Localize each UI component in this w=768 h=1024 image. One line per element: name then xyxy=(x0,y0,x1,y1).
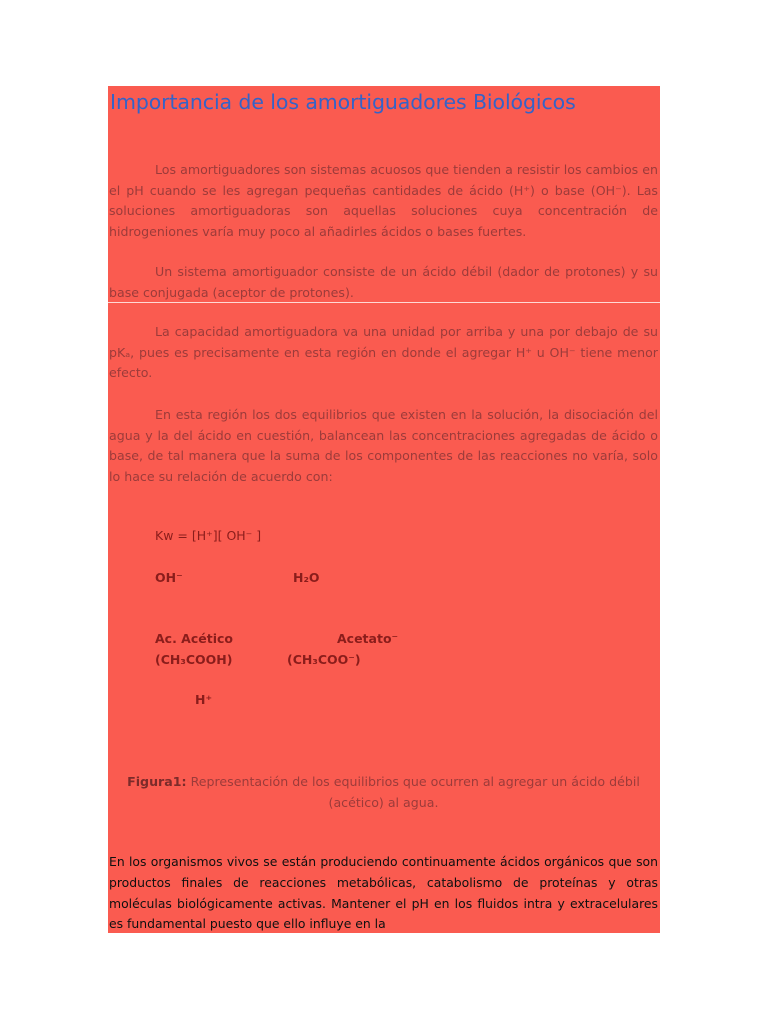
paragraph-buffer-system xyxy=(109,262,658,303)
proton-label: H⁺ xyxy=(195,692,213,707)
kw-equation: Kw = [H⁺][ OH⁻ ] xyxy=(155,528,262,543)
paragraph-organisms: En los organismos vivos se están produciendo continuamente ácidos orgánicos que son productos finales de reacciones metabólicas, catabolismo de proteínas y otras moléculas biológicamente activas. Mantener el pH en los fluidos intra y extracelulares es fundamental puesto que ello influye en la xyxy=(109,854,658,932)
paragraph-intro xyxy=(109,160,658,242)
section-divider xyxy=(108,302,660,303)
paragraph-intro-text: Los amortiguadores son sistemas acuosos que tienden a resistir los cambios en el pH cuando se les agregan pequeñas cantidades de ácido (H⁺) o base (OH⁻). Las soluciones amortiguadoras son aquellas soluciones cuya concentración de hidrogeniones varía muy poco al añadirles ácidos o bases fuertes. xyxy=(109,162,658,239)
figure-caption xyxy=(109,771,658,813)
acetate-formula: (CH₃COO⁻) xyxy=(287,652,361,667)
paragraph-buffer-capacity-text: La capacidad amortiguadora va una unidad por arriba y una por debajo de su pKₐ, pues es precisamente en esta región en donde el agregar H⁺ u OH⁻ tiene menor efecto. xyxy=(109,324,658,381)
figure-caption-label: Figura1: xyxy=(127,774,187,789)
acetate-label: Acetato⁻ xyxy=(337,631,399,646)
acetic-acid-label: Ac. Acético xyxy=(155,631,234,646)
paragraph-equilibria-text: En esta región los dos equilibrios que existen en la solución, la disociación del agua y la del ácido en cuestión, balancean las concentraciones agregadas de ácido o base, de tal manera que la suma de los componentes de las reacciones no varía, solo lo hace su relación de acuerdo con: xyxy=(109,407,658,484)
hydroxide-label: OH⁻ xyxy=(155,570,183,585)
document-title: Importancia de los amortiguadores Biológicos xyxy=(110,90,576,114)
paragraph-equilibria xyxy=(109,405,658,487)
document-page xyxy=(108,86,660,933)
paragraph-buffer-system-text: Un sistema amortiguador consiste de un ácido débil (dador de protones) y su base conjugada (aceptor de protones). xyxy=(109,264,658,300)
water-label: H₂O xyxy=(293,570,320,585)
acetic-acid-formula: (CH₃COOH) xyxy=(155,652,233,667)
figure-caption-text: Representación de los equilibrios que ocurren al agregar un ácido débil (acético) al agua. xyxy=(190,774,640,810)
paragraph-buffer-capacity xyxy=(109,322,658,384)
